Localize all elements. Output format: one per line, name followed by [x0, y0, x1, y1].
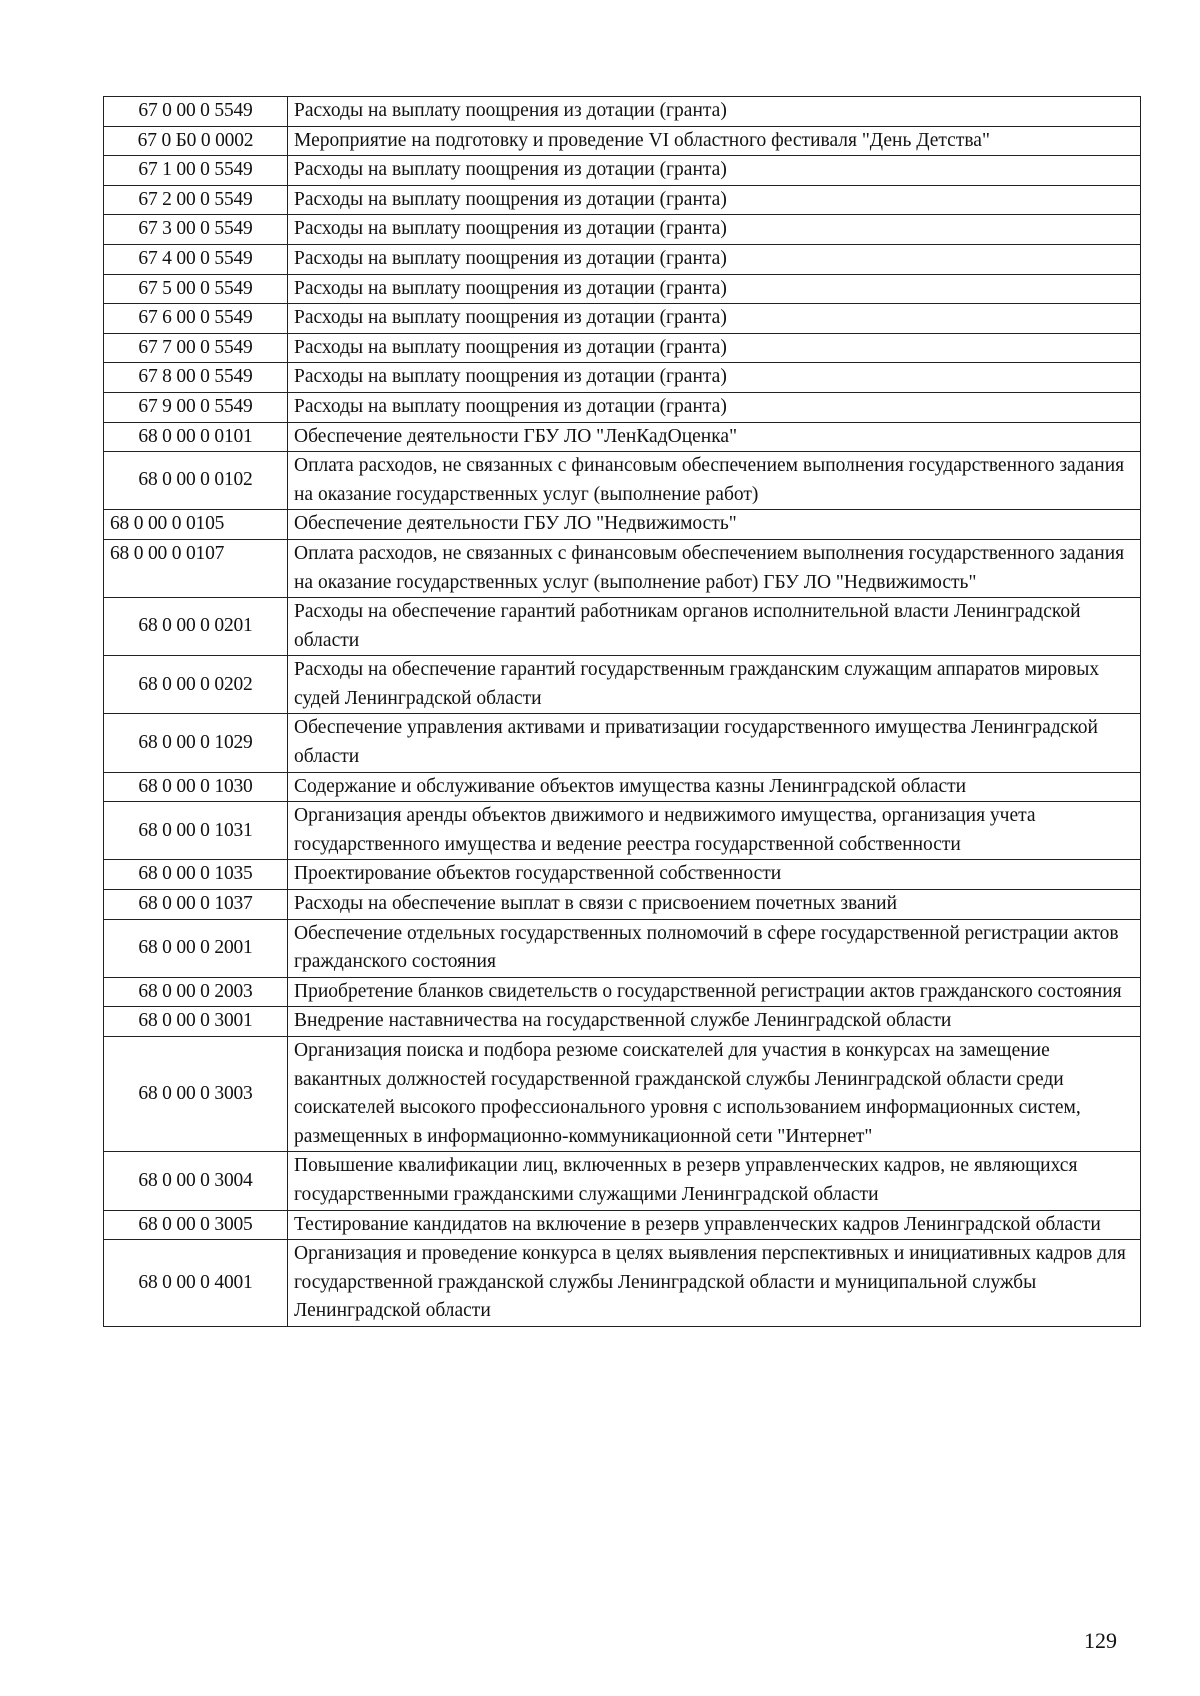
page-number: 129	[1084, 1628, 1117, 1653]
row-code: 67 5 00 0 5549	[104, 274, 288, 304]
row-code: 68 0 00 0 2003	[104, 977, 288, 1007]
table-row	[104, 244, 1141, 274]
row-code: 67 3 00 0 5549	[104, 215, 288, 245]
table-row	[104, 860, 1141, 890]
row-code: 68 0 00 0 3003	[104, 1037, 288, 1152]
table-row	[104, 598, 1141, 656]
table-row	[104, 422, 1141, 452]
row-code: 68 0 00 0 0107	[104, 539, 288, 597]
row-code: 68 0 00 0 1031	[104, 802, 288, 860]
row-description: Организация поиска и подбора резюме соискателей для участия в конкурсах на замещение вакантных должностей государственной гражданской службы Ленинградской области среди соискателей высокого профессионального уровня с использованием информационных систем, размещенных в информационно-коммуникационной сети "Интернет"	[288, 1037, 1141, 1152]
row-description: Оплата расходов, не связанных с финансовым обеспечением выполнения государственного задания на оказание государственных услуг (выполнение работ)	[288, 452, 1141, 510]
row-code: 68 0 00 0 3004	[104, 1152, 288, 1210]
row-description: Содержание и обслуживание объектов имущества казны Ленинградской области	[288, 772, 1141, 802]
table-row	[104, 772, 1141, 802]
row-description: Расходы на выплату поощрения из дотации (гранта)	[288, 185, 1141, 215]
table-row	[104, 185, 1141, 215]
row-description: Расходы на выплату поощрения из дотации (гранта)	[288, 156, 1141, 186]
table-row	[104, 1037, 1141, 1152]
table-row	[104, 1240, 1141, 1327]
row-code: 67 4 00 0 5549	[104, 244, 288, 274]
table-row	[104, 539, 1141, 597]
row-description: Мероприятие на подготовку и проведение VI областного фестиваля "День Детства"	[288, 126, 1141, 156]
table-row	[104, 802, 1141, 860]
table-row	[104, 126, 1141, 156]
row-description: Расходы на обеспечение выплат в связи с присвоением почетных званий	[288, 890, 1141, 920]
row-code: 68 0 00 0 0105	[104, 510, 288, 540]
row-description: Тестирование кандидатов на включение в резерв управленческих кадров Ленинградской области	[288, 1210, 1141, 1240]
row-description: Внедрение наставничества на государственной службе Ленинградской области	[288, 1007, 1141, 1037]
table-row	[104, 156, 1141, 186]
row-description: Расходы на выплату поощрения из дотации (гранта)	[288, 333, 1141, 363]
row-code: 67 0 00 0 5549	[104, 97, 288, 127]
table-row	[104, 656, 1141, 714]
table-row	[104, 977, 1141, 1007]
row-code: 67 1 00 0 5549	[104, 156, 288, 186]
table-row	[104, 510, 1141, 540]
row-code: 67 6 00 0 5549	[104, 304, 288, 334]
row-description: Обеспечение управления активами и приватизации государственного имущества Ленинградской области	[288, 714, 1141, 772]
row-code: 68 0 00 0 3005	[104, 1210, 288, 1240]
row-description: Расходы на выплату поощрения из дотации (гранта)	[288, 244, 1141, 274]
row-description: Расходы на выплату поощрения из дотации (гранта)	[288, 97, 1141, 127]
row-description: Расходы на выплату поощрения из дотации (гранта)	[288, 363, 1141, 393]
row-code: 67 9 00 0 5549	[104, 392, 288, 422]
row-description: Организация и проведение конкурса в целях выявления перспективных и инициативных кадров для государственной гражданской службы Ленинградской области и муниципальной службы Ленинградской области	[288, 1240, 1141, 1327]
table-row	[104, 392, 1141, 422]
row-code: 68 0 00 0 0201	[104, 598, 288, 656]
row-code: 67 0 Б0 0 0002	[104, 126, 288, 156]
row-code: 68 0 00 0 1035	[104, 860, 288, 890]
table-row	[104, 274, 1141, 304]
row-code: 68 0 00 0 0102	[104, 452, 288, 510]
table-row	[104, 215, 1141, 245]
row-code: 67 7 00 0 5549	[104, 333, 288, 363]
row-description: Расходы на выплату поощрения из дотации (гранта)	[288, 274, 1141, 304]
table-row	[104, 890, 1141, 920]
row-description: Обеспечение деятельности ГБУ ЛО "ЛенКадОценка"	[288, 422, 1141, 452]
row-description: Проектирование объектов государственной собственности	[288, 860, 1141, 890]
row-code: 68 0 00 0 1037	[104, 890, 288, 920]
row-code: 68 0 00 0 3001	[104, 1007, 288, 1037]
budget-code-table	[103, 96, 1141, 1327]
row-code: 68 0 00 0 1029	[104, 714, 288, 772]
row-description: Расходы на выплату поощрения из дотации (гранта)	[288, 392, 1141, 422]
table-row	[104, 452, 1141, 510]
table-row	[104, 363, 1141, 393]
table-row	[104, 1210, 1141, 1240]
table-row	[104, 97, 1141, 127]
row-description: Расходы на обеспечение гарантий государственным гражданским служащим аппаратов мировых судей Ленинградской области	[288, 656, 1141, 714]
row-description: Обеспечение деятельности ГБУ ЛО "Недвижимость"	[288, 510, 1141, 540]
row-description: Расходы на выплату поощрения из дотации (гранта)	[288, 215, 1141, 245]
row-code: 67 2 00 0 5549	[104, 185, 288, 215]
table-row	[104, 714, 1141, 772]
row-code: 67 8 00 0 5549	[104, 363, 288, 393]
row-description: Оплата расходов, не связанных с финансовым обеспечением выполнения государственного задания на оказание государственных услуг (выполнение работ) ГБУ ЛО "Недвижимость"	[288, 539, 1141, 597]
table-row	[104, 1007, 1141, 1037]
table-row	[104, 1152, 1141, 1210]
row-code: 68 0 00 0 4001	[104, 1240, 288, 1327]
row-description: Расходы на обеспечение гарантий работникам органов исполнительной власти Ленинградской области	[288, 598, 1141, 656]
row-code: 68 0 00 0 0202	[104, 656, 288, 714]
table-row	[104, 333, 1141, 363]
row-description: Обеспечение отдельных государственных полномочий в сфере государственной регистрации актов гражданского состояния	[288, 919, 1141, 977]
table-row	[104, 919, 1141, 977]
row-description: Приобретение бланков свидетельств о государственной регистрации актов гражданского состояния	[288, 977, 1141, 1007]
row-code: 68 0 00 0 2001	[104, 919, 288, 977]
row-code: 68 0 00 0 1030	[104, 772, 288, 802]
table-row	[104, 304, 1141, 334]
row-description: Организация аренды объектов движимого и недвижимого имущества, организация учета государственного имущества и ведение реестра государственной собственности	[288, 802, 1141, 860]
row-code: 68 0 00 0 0101	[104, 422, 288, 452]
row-description: Расходы на выплату поощрения из дотации (гранта)	[288, 304, 1141, 334]
row-description: Повышение квалификации лиц, включенных в резерв управленческих кадров, не являющихся государственными гражданскими служащими Ленинградской области	[288, 1152, 1141, 1210]
